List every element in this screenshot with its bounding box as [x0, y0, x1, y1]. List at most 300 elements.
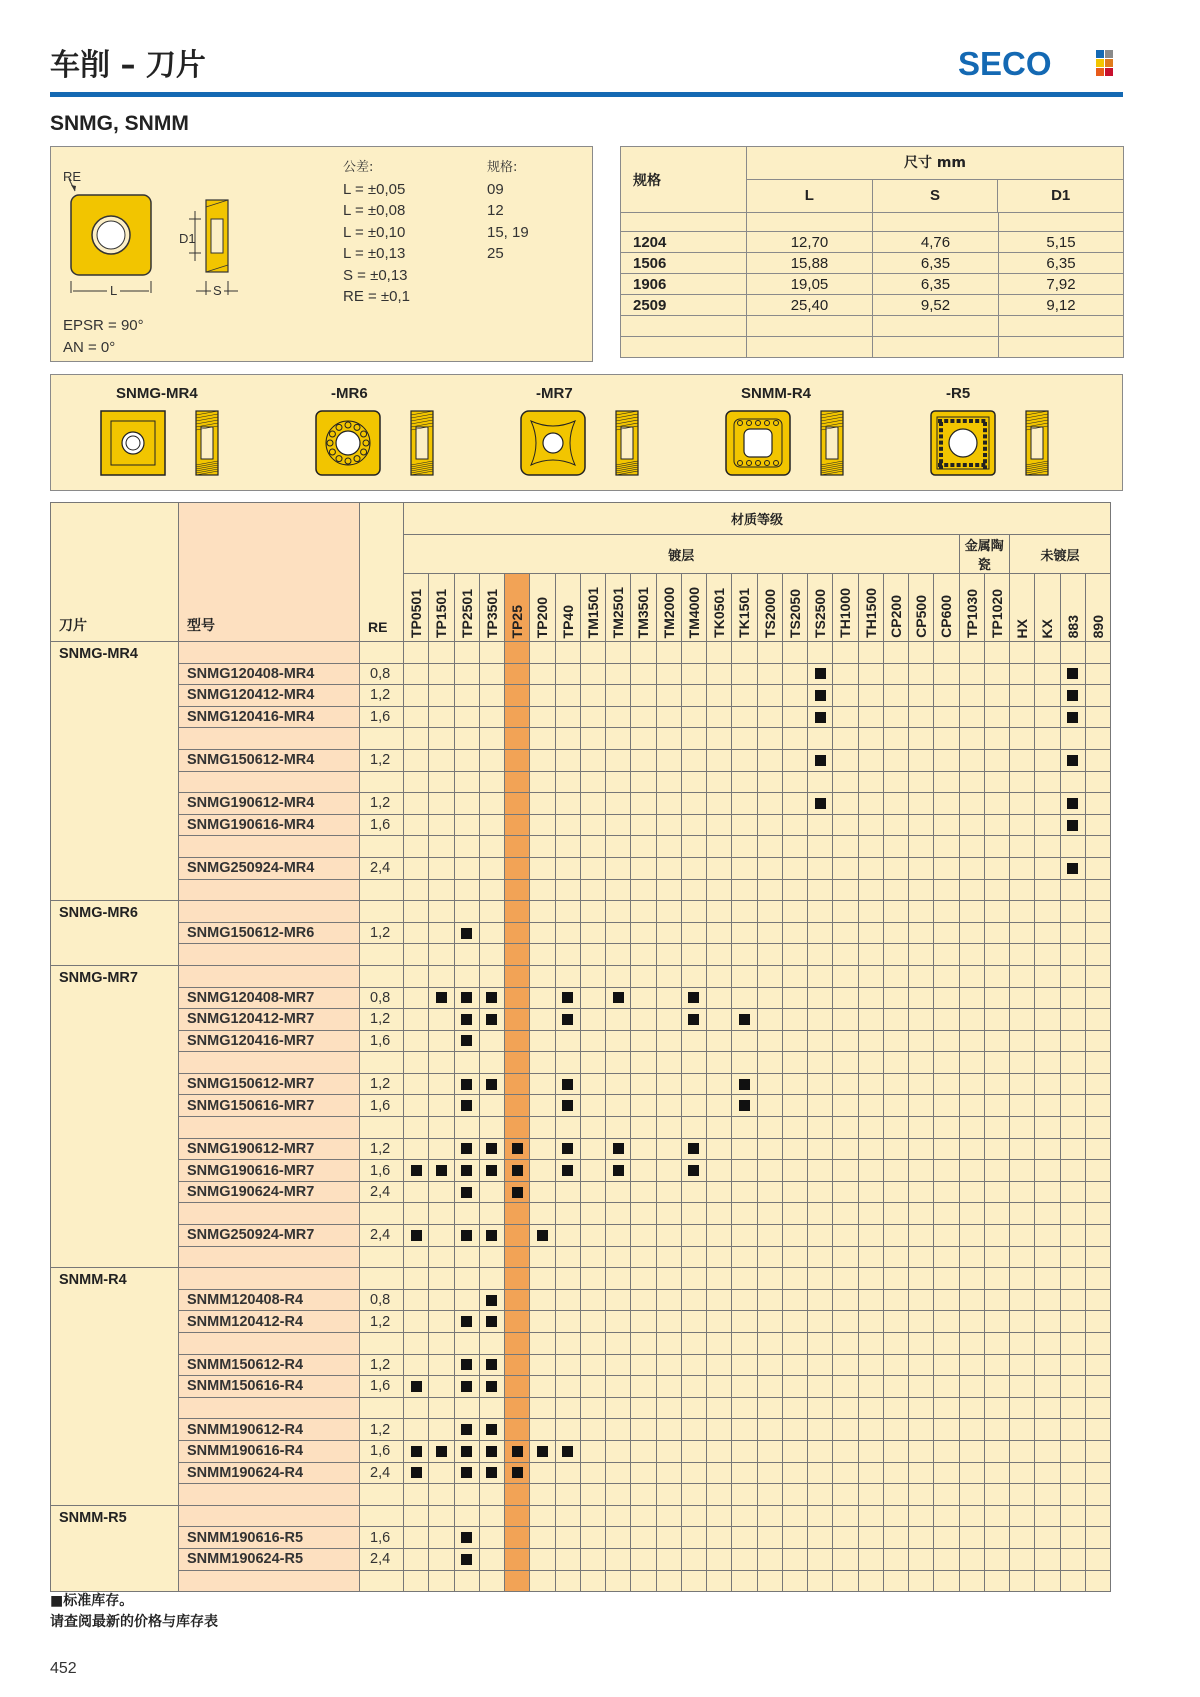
grade-cell: [883, 965, 908, 987]
dim-cell-S: 6,35: [873, 274, 999, 295]
grade-cell: [984, 1440, 1009, 1462]
grade-cell: [909, 1440, 934, 1462]
grade-cell: [429, 1376, 454, 1398]
stock-mark: [562, 992, 573, 1003]
grade-header: [1060, 574, 1085, 642]
grade-cell: [631, 1246, 656, 1268]
grade-cell: [1035, 1225, 1060, 1247]
grade-cell: [505, 1268, 530, 1290]
stock-mark: [815, 798, 826, 809]
grade-cell: [757, 965, 782, 987]
grade-header: [1085, 574, 1110, 642]
grade-cell: [808, 1419, 833, 1441]
grade-cell: [808, 1052, 833, 1074]
grade-cell: [505, 1397, 530, 1419]
grade-cell: [555, 728, 580, 750]
grade-cell: [1035, 922, 1060, 944]
grade-cell: [656, 1181, 681, 1203]
grade-cell: [479, 1548, 504, 1570]
grade-cell: [782, 1570, 807, 1592]
grade-cell: [782, 1052, 807, 1074]
dim-cell-D1: 6,35: [999, 253, 1124, 274]
grade-cell: [1060, 1311, 1085, 1333]
grade-cell: [732, 857, 757, 879]
grade-cell: [404, 1484, 429, 1506]
grade-cell: [808, 1246, 833, 1268]
grade-cell: [1085, 793, 1110, 815]
grade-cell: [883, 1376, 908, 1398]
spec-panel: [50, 146, 593, 362]
grade-cell: [1085, 1138, 1110, 1160]
grade-cell: [1060, 663, 1085, 685]
grade-cell: [1085, 1203, 1110, 1225]
grade-cell: [656, 1289, 681, 1311]
grade-cell: [404, 987, 429, 1009]
grade-cell: [883, 1225, 908, 1247]
grade-cell: [631, 663, 656, 685]
grade-cell: [757, 1268, 782, 1290]
grade-cell: [984, 793, 1009, 815]
grade-cell: [934, 1225, 959, 1247]
spacer-row: [51, 965, 1111, 987]
grade-cell: [782, 1333, 807, 1355]
grade-cell: [808, 1376, 833, 1398]
grade-cell: [984, 922, 1009, 944]
grade-cell: [757, 706, 782, 728]
re-value: [360, 1052, 404, 1074]
grade-cell: [1010, 1138, 1035, 1160]
family-name: SNMG-MR6: [51, 901, 179, 966]
grade-cell: [707, 685, 732, 707]
grade-cell: [631, 1527, 656, 1549]
grade-cell: [909, 1397, 934, 1419]
spacer-row: [51, 879, 1111, 901]
grade-cell: [732, 1289, 757, 1311]
grade-cell: [959, 857, 984, 879]
grade-cell: [580, 944, 605, 966]
grade-cell: [732, 1570, 757, 1592]
grade-cell: [656, 1160, 681, 1182]
grade-cell: [833, 1073, 858, 1095]
dim-title: 尺寸 mm: [747, 147, 1123, 180]
grade-cell: [1085, 1268, 1110, 1290]
grade-cell: [707, 1505, 732, 1527]
grade-cell: [479, 836, 504, 858]
geometry-insert-icon: [716, 405, 906, 485]
grade-cell: [479, 1311, 504, 1333]
grade-cell: [909, 728, 934, 750]
grade-cell: [808, 706, 833, 728]
table-row: [51, 1527, 1111, 1549]
grade-cell: [505, 965, 530, 987]
grade-cell: [1085, 922, 1110, 944]
grade-cell: [606, 706, 631, 728]
grade-cell: [530, 1052, 555, 1074]
grade-cell: [631, 944, 656, 966]
grade-cell: [782, 1527, 807, 1549]
grade-cell: [530, 1268, 555, 1290]
grade-cell: [606, 1311, 631, 1333]
grade-cell: [479, 1397, 504, 1419]
stock-mark: [688, 1143, 699, 1154]
grade-cell: [404, 1548, 429, 1570]
dim-row: [621, 232, 1124, 253]
grade-cell: [1010, 1440, 1035, 1462]
grade-cell: [858, 1117, 883, 1139]
grade-cell: [454, 1354, 479, 1376]
grade-cell: [505, 1548, 530, 1570]
re-value: 1,2: [360, 749, 404, 771]
grade-cell: [984, 1052, 1009, 1074]
grade-cell: [909, 857, 934, 879]
grade-cell: [757, 1505, 782, 1527]
grade-cell: [606, 1354, 631, 1376]
grade-cell: [858, 965, 883, 987]
table-row: [51, 1289, 1111, 1311]
stock-mark: [486, 1079, 497, 1090]
grade-cell: [782, 1505, 807, 1527]
grade-cell: [833, 1225, 858, 1247]
grade-name: TP1501: [433, 588, 450, 638]
model-code: SNMG120416-MR7: [179, 1030, 360, 1052]
grade-cell: [631, 1030, 656, 1052]
grade-cell: [883, 771, 908, 793]
grade-cell: [1060, 814, 1085, 836]
grade-header: [782, 574, 807, 642]
grade-cell: [1060, 1527, 1085, 1549]
grade-cell: [1035, 1160, 1060, 1182]
grade-cell: [681, 944, 706, 966]
stock-mark: [461, 1165, 472, 1176]
grade-cell: [757, 1376, 782, 1398]
grade-cell: [1035, 1117, 1060, 1139]
grade-cell: [782, 1440, 807, 1462]
stock-mark: [461, 1014, 472, 1025]
grade-cell: [1010, 728, 1035, 750]
grade-cell: [909, 1268, 934, 1290]
grade-cell: [454, 1160, 479, 1182]
grade-cell: [858, 1073, 883, 1095]
grade-cell: [757, 1527, 782, 1549]
stock-mark: [411, 1165, 422, 1176]
grade-cell: [479, 1484, 504, 1506]
grade-cell: [555, 1505, 580, 1527]
grade-cell: [429, 1462, 454, 1484]
grade-cell: [732, 1095, 757, 1117]
grade-cell: [1035, 1246, 1060, 1268]
grade-cell: [808, 1073, 833, 1095]
grade-cell: [631, 879, 656, 901]
grade-cell: [707, 1203, 732, 1225]
grade-cell: [1035, 1484, 1060, 1506]
grade-cell: [454, 965, 479, 987]
grade-cell: [656, 1030, 681, 1052]
grade-cell: [1085, 1376, 1110, 1398]
grade-cell: [1085, 728, 1110, 750]
grade-cell: [984, 1419, 1009, 1441]
grade-cell: [1035, 685, 1060, 707]
grade-cell: [479, 1376, 504, 1398]
subtitle: SNMG, SNMM: [50, 112, 189, 135]
grade-cell: [429, 1548, 454, 1570]
re-value: 0,8: [360, 663, 404, 685]
grade-cell: [959, 901, 984, 923]
grade-cell: [606, 1138, 631, 1160]
grade-cell: [732, 1484, 757, 1506]
grade-cell: [530, 1548, 555, 1570]
grade-cell: [782, 1311, 807, 1333]
family-name: SNMM-R5: [51, 1505, 179, 1591]
grade-cell: [429, 944, 454, 966]
grade-cell: [479, 1095, 504, 1117]
grade-cell: [707, 1073, 732, 1095]
grade-cell: [656, 1548, 681, 1570]
grade-cell: [429, 1052, 454, 1074]
grade-cell: [1060, 1484, 1085, 1506]
stock-mark: [461, 1187, 472, 1198]
stock-mark: [411, 1230, 422, 1241]
grade-cell: [808, 1030, 833, 1052]
grade-cell: [782, 1246, 807, 1268]
stock-mark: [1067, 712, 1078, 723]
grade-cell: [833, 685, 858, 707]
grade-cell: [782, 836, 807, 858]
grade-cell: [934, 1376, 959, 1398]
grade-cell: [580, 1073, 605, 1095]
grade-cell: [1060, 1203, 1085, 1225]
grade-cell: [732, 1052, 757, 1074]
model-code: SNMG150612-MR4: [179, 749, 360, 771]
grade-cell: [1060, 685, 1085, 707]
grade-cell: [707, 1052, 732, 1074]
grade-cell: [479, 1354, 504, 1376]
stock-mark: [486, 992, 497, 1003]
grade-cell: [555, 922, 580, 944]
model-code: SNMG150612-MR7: [179, 1073, 360, 1095]
grade-cell: [934, 1548, 959, 1570]
spacer-row: [51, 1333, 1111, 1355]
grade-cell: [1010, 901, 1035, 923]
grade-cell: [858, 922, 883, 944]
tol-title: 公差:: [343, 160, 374, 175]
grade-cell: [681, 1181, 706, 1203]
grade-cell: [1060, 1376, 1085, 1398]
grade-cell: [606, 857, 631, 879]
grade-cell: [1085, 1354, 1110, 1376]
grade-cell: [479, 1268, 504, 1290]
grade-cell: [1010, 1246, 1035, 1268]
grade-cell: [681, 1203, 706, 1225]
grade-cell: [984, 1397, 1009, 1419]
grade-cell: [1010, 1095, 1035, 1117]
grade-name: TK1501: [736, 588, 753, 638]
grade-cell: [833, 1311, 858, 1333]
grade-cell: [530, 1570, 555, 1592]
grade-cell: [479, 1203, 504, 1225]
grade-cell: [757, 814, 782, 836]
grade-cell: [454, 1138, 479, 1160]
grade-cell: [429, 1030, 454, 1052]
grade-cell: [1010, 1052, 1035, 1074]
re-value: 1,2: [360, 1009, 404, 1031]
grade-cell: [934, 1117, 959, 1139]
grade-cell: [934, 1246, 959, 1268]
grade-cell: [833, 1117, 858, 1139]
grade-cell: [631, 1548, 656, 1570]
grade-cell: [530, 1009, 555, 1031]
grade-cell: [1085, 1419, 1110, 1441]
grade-name: CP500: [913, 595, 930, 638]
model-code: SNMM150612-R4: [179, 1354, 360, 1376]
grade-cell: [631, 1311, 656, 1333]
grade-cell: [656, 1440, 681, 1462]
grade-cell: [883, 1397, 908, 1419]
grade-cell: [757, 857, 782, 879]
seco-logo: [958, 46, 1118, 80]
grade-cell: [404, 1333, 429, 1355]
grade-cell: [833, 922, 858, 944]
stock-mark: [461, 1446, 472, 1457]
grade-cell: [681, 1246, 706, 1268]
stock-mark: [815, 690, 826, 701]
grade-cell: [606, 1009, 631, 1031]
grade-cell: [808, 836, 833, 858]
grade-cell: [732, 901, 757, 923]
grade-cell: [883, 814, 908, 836]
stock-mark: [486, 1446, 497, 1457]
grade-cell: [883, 1311, 908, 1333]
grade-cell: [707, 1462, 732, 1484]
grade-cell: [555, 901, 580, 923]
grade-cell: [555, 836, 580, 858]
re-value: 1,2: [360, 1419, 404, 1441]
grade-cell: [808, 1095, 833, 1117]
grade-cell: [782, 1117, 807, 1139]
grade-name: 883: [1064, 614, 1081, 638]
grade-cell: [429, 1225, 454, 1247]
grade-cell: [530, 1073, 555, 1095]
grade-cell: [1035, 1527, 1060, 1549]
grade-cell: [883, 1138, 908, 1160]
grade-cell: [479, 1073, 504, 1095]
grade-cell: [808, 1203, 833, 1225]
header-rule: [50, 92, 1123, 97]
grade-cell: [1035, 749, 1060, 771]
spacer-row: [51, 1570, 1111, 1592]
size-title: 规格:: [487, 160, 518, 175]
grade-cell: [555, 685, 580, 707]
grade-cell: [656, 1505, 681, 1527]
grade-cell: [555, 1138, 580, 1160]
grade-cell: [681, 1397, 706, 1419]
grade-cell: [883, 663, 908, 685]
grade-cell: [1010, 1419, 1035, 1441]
grade-cell: [404, 1419, 429, 1441]
grade-cell: [454, 663, 479, 685]
grade-cell: [479, 1160, 504, 1182]
grade-cell: [984, 1527, 1009, 1549]
grade-cell: [1060, 944, 1085, 966]
grade-cell: [808, 685, 833, 707]
grade-cell: [959, 1268, 984, 1290]
grade-cell: [631, 1289, 656, 1311]
grade-cell: [555, 814, 580, 836]
grade-cell: [959, 1570, 984, 1592]
grade-cell: [1060, 1570, 1085, 1592]
grade-cell: [580, 706, 605, 728]
grade-cell: [681, 663, 706, 685]
grade-cell: [883, 1095, 908, 1117]
grade-cell: [732, 1073, 757, 1095]
grade-cell: [656, 922, 681, 944]
grade-cell: [959, 1009, 984, 1031]
grade-cell: [1010, 1397, 1035, 1419]
grade-cell: [404, 1397, 429, 1419]
grade-cell: [934, 879, 959, 901]
grade-header: [934, 574, 959, 642]
grade-cell: [1060, 1419, 1085, 1441]
grade-cell: [580, 1052, 605, 1074]
grade-cell: [883, 987, 908, 1009]
grade-cell: [732, 706, 757, 728]
grade-cell: [429, 1268, 454, 1290]
grade-cell: [580, 642, 605, 664]
grade-cell: [959, 1397, 984, 1419]
dim-col-L: L: [747, 180, 873, 212]
grade-cell: [454, 1009, 479, 1031]
dim-col-D1: D1: [1051, 187, 1071, 204]
grade-cell: [1035, 1419, 1060, 1441]
re-value: 2,4: [360, 1462, 404, 1484]
grade-cell: [732, 642, 757, 664]
grade-cell: [984, 1095, 1009, 1117]
grade-cell: [530, 642, 555, 664]
grade-cell: [707, 749, 732, 771]
grade-cell: [782, 771, 807, 793]
grade-cell: [1060, 1268, 1085, 1290]
grade-cell: [606, 836, 631, 858]
grade-cell: [606, 879, 631, 901]
grade-cell: [656, 1009, 681, 1031]
grade-name: TP25: [509, 604, 526, 638]
grade-cell: [505, 685, 530, 707]
grade-cell: [580, 663, 605, 685]
grade-cell: [959, 1548, 984, 1570]
grade-cell: [833, 1397, 858, 1419]
model-code: SNMM190624-R5: [179, 1548, 360, 1570]
grade-header: [580, 574, 605, 642]
grade-cell: [580, 793, 605, 815]
grade-cell: [656, 728, 681, 750]
grade-cell: [479, 1505, 504, 1527]
grade-cell: [833, 728, 858, 750]
grade-cell: [681, 706, 706, 728]
grade-cell: [505, 1311, 530, 1333]
grade-cell: [782, 1160, 807, 1182]
grade-cell: [959, 771, 984, 793]
grade-name: KX: [1039, 618, 1056, 638]
grade-cell: [429, 922, 454, 944]
grade-cell: [656, 1484, 681, 1506]
grade-cell: [782, 1419, 807, 1441]
grade-cell: [530, 793, 555, 815]
grade-cell: [404, 706, 429, 728]
dim-cell-size: 1506: [621, 253, 747, 274]
grade-cell: [1085, 836, 1110, 858]
tol-2: L = ±0,10: [343, 223, 406, 241]
grade-cell: [404, 1009, 429, 1031]
re-value: 1,2: [360, 1354, 404, 1376]
